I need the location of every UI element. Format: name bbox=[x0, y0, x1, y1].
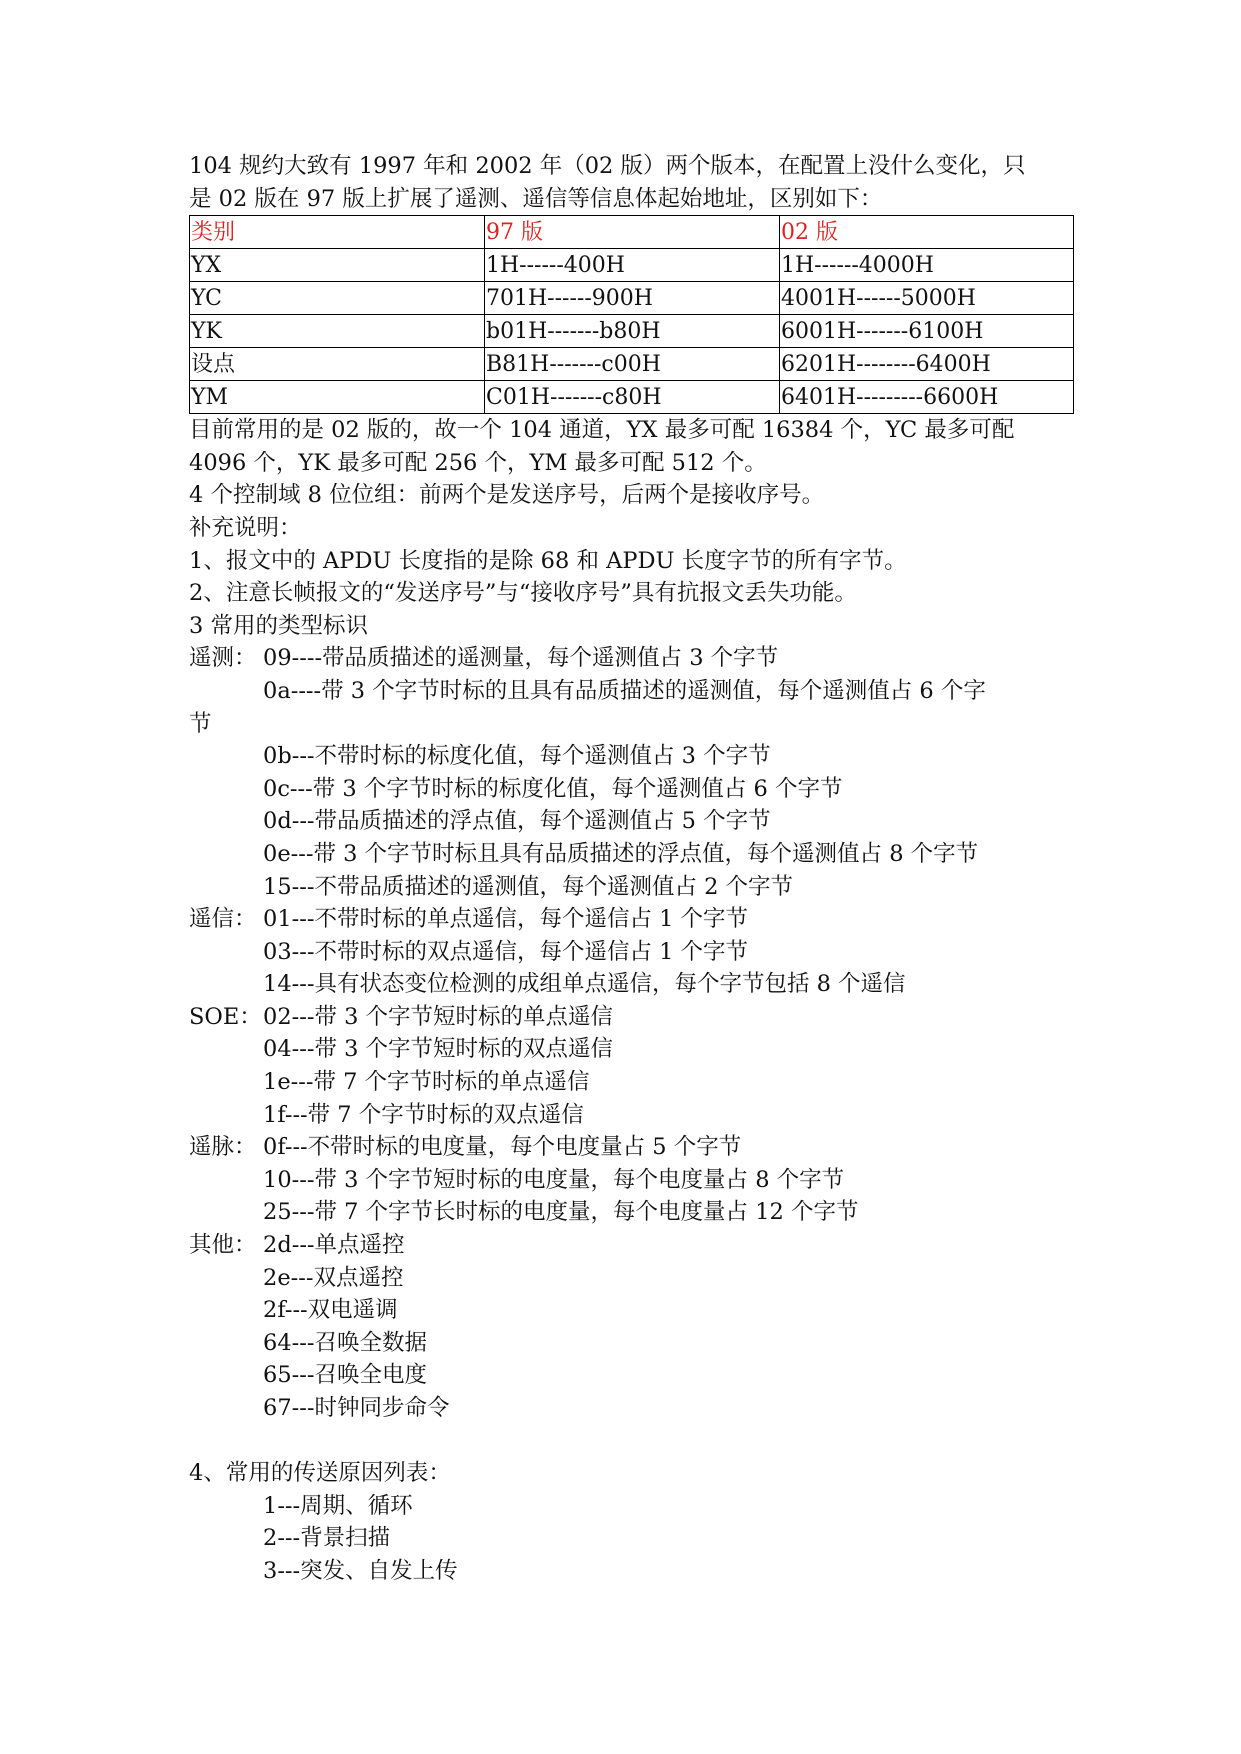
note-line: 4 个控制域 8 位位组：前两个是发送序号，后两个是接收序号。 bbox=[189, 482, 825, 509]
type-id-line bbox=[189, 1262, 1069, 1295]
type-id-text: 25---带 7 个字节长时标的电度量，每个电度量占 12 个字节 bbox=[263, 1199, 859, 1226]
header-02: 02 版 bbox=[780, 216, 1074, 249]
type-id-category: 遥测： bbox=[189, 645, 257, 672]
type-id-line bbox=[189, 903, 1069, 936]
table-cell: C01H-------c80H bbox=[485, 381, 780, 414]
type-id-text: 0b---不带时标的标度化值，每个遥测值占 3 个字节 bbox=[263, 743, 771, 770]
address-range-table bbox=[189, 215, 1074, 414]
type-id-list bbox=[189, 642, 1069, 1424]
note-line: 2、注意长帧报文的“发送序号”与“接收序号”具有抗报文丢失功能。 bbox=[189, 580, 857, 607]
table-cell: 6001H-------6100H bbox=[780, 315, 1074, 348]
type-id-text: 09----带品质描述的遥测量，每个遥测值占 3 个字节 bbox=[263, 645, 779, 672]
type-id-text: 节 bbox=[189, 710, 212, 737]
table-cell: YM bbox=[190, 381, 485, 414]
table-cell: 4001H------5000H bbox=[780, 282, 1074, 315]
type-id-line bbox=[189, 1229, 1069, 1262]
type-id-line bbox=[189, 838, 1069, 871]
table-cell: b01H-------b80H bbox=[485, 315, 780, 348]
table-cell: YK bbox=[190, 315, 485, 348]
table-cell: 设点 bbox=[190, 348, 485, 381]
type-id-line bbox=[189, 708, 1069, 741]
table-row bbox=[190, 249, 1074, 282]
note-line: 4096 个，YK 最多可配 256 个，YM 最多可配 512 个。 bbox=[189, 449, 767, 476]
header-category: 类别 bbox=[190, 216, 485, 249]
type-id-line bbox=[189, 1196, 1069, 1229]
type-id-text: 03---不带时标的双点遥信，每个遥信占 1 个字节 bbox=[263, 938, 749, 965]
note-line: 1、报文中的 APDU 长度指的是除 68 和 APDU 长度字节的所有字节。 bbox=[189, 547, 907, 574]
type-id-text: 15---不带品质描述的遥测值，每个遥测值占 2 个字节 bbox=[263, 873, 794, 900]
table-row bbox=[190, 315, 1074, 348]
type-id-line bbox=[189, 1131, 1069, 1164]
type-id-line bbox=[189, 805, 1069, 838]
causes-title: 4、常用的传送原因列表： bbox=[189, 1460, 451, 1487]
type-id-line bbox=[189, 1033, 1069, 1066]
type-id-line bbox=[189, 1001, 1069, 1034]
spacer bbox=[189, 1425, 1069, 1458]
type-id-text: 0c---带 3 个字节时标的标度化值，每个遥测值占 6 个字节 bbox=[263, 775, 843, 802]
type-id-text: 2d---单点遥控 bbox=[263, 1232, 405, 1259]
header-97: 97 版 bbox=[485, 216, 780, 249]
note-line: 补充说明： bbox=[189, 514, 302, 541]
type-id-category: 其他： bbox=[189, 1232, 257, 1259]
type-id-text: 1e---带 7 个字节时标的单点遥信 bbox=[263, 1069, 590, 1096]
table-cell: 701H------900H bbox=[485, 282, 780, 315]
type-id-text: 01---不带时标的单点遥信，每个遥信占 1 个字节 bbox=[263, 906, 749, 933]
type-id-text: 67---时钟同步命令 bbox=[263, 1395, 450, 1421]
type-id-text: 02---带 3 个字节短时标的单点遥信 bbox=[263, 1003, 614, 1030]
type-id-text: 0a----带 3 个字节时标的且具有品质描述的遥测值，每个遥测值占 6 个字 bbox=[263, 677, 986, 704]
type-id-text: 0d---带品质描述的浮点值，每个遥测值占 5 个字节 bbox=[263, 808, 771, 835]
document-body bbox=[189, 150, 1069, 1588]
type-id-line bbox=[189, 1327, 1069, 1360]
type-id-line bbox=[189, 773, 1069, 806]
type-id-line bbox=[189, 740, 1069, 773]
type-id-line bbox=[189, 1392, 1069, 1425]
type-id-line bbox=[189, 871, 1069, 904]
table-cell: 1H------400H bbox=[485, 249, 780, 282]
type-id-text: 64---召唤全数据 bbox=[263, 1329, 427, 1356]
table-row bbox=[190, 381, 1074, 414]
table-cell: YX bbox=[190, 249, 485, 282]
type-id-line bbox=[189, 1359, 1069, 1392]
type-id-line bbox=[189, 936, 1069, 969]
table-row bbox=[190, 282, 1074, 315]
table-cell: 6401H---------6600H bbox=[780, 381, 1074, 414]
type-id-text: 14---具有状态变位检测的成组单点遥信，每个字节包括 8 个遥信 bbox=[263, 971, 906, 998]
type-id-line bbox=[189, 675, 1069, 708]
table-row bbox=[190, 348, 1074, 381]
type-id-text: 2f---双电遥调 bbox=[263, 1297, 398, 1324]
type-id-text: 65---召唤全电度 bbox=[263, 1362, 427, 1389]
cause-item: 3---突发、自发上传 bbox=[263, 1557, 458, 1584]
cause-item: 2---背景扫描 bbox=[263, 1525, 391, 1552]
intro-line-1: 104 规约大致有 1997 年和 2002 年（02 版）两个版本，在配置上没什么变化，只 bbox=[189, 153, 1026, 179]
type-id-text: 0e---带 3 个字节时标且具有品质描述的浮点值，每个遥测值占 8 个字节 bbox=[263, 840, 979, 867]
table-cell: YC bbox=[190, 282, 485, 315]
type-id-text: 04---带 3 个字节短时标的双点遥信 bbox=[263, 1036, 614, 1063]
type-id-line bbox=[189, 1294, 1069, 1327]
cause-item: 1---周期、循环 bbox=[263, 1492, 413, 1519]
type-id-line bbox=[189, 1099, 1069, 1132]
type-id-category: 遥信： bbox=[189, 906, 257, 933]
type-id-text: 10---带 3 个字节短时标的电度量，每个电度量占 8 个字节 bbox=[263, 1166, 845, 1193]
note-line: 目前常用的是 02 版的，故一个 104 通道，YX 最多可配 16384 个，YC 最多可配 bbox=[189, 417, 1015, 444]
type-id-category: SOE： bbox=[189, 1003, 262, 1030]
type-id-line bbox=[189, 1066, 1069, 1099]
type-id-line bbox=[189, 1164, 1069, 1197]
note-line: 3 常用的类型标识 bbox=[189, 612, 368, 639]
type-id-line bbox=[189, 642, 1069, 675]
table-cell: 6201H--------6400H bbox=[780, 348, 1074, 381]
type-id-text: 2e---双点遥控 bbox=[263, 1264, 404, 1291]
type-id-text: 0f---不带时标的电度量，每个电度量占 5 个字节 bbox=[263, 1134, 742, 1161]
table-cell: B81H-------c00H bbox=[485, 348, 780, 381]
type-id-text: 1f---带 7 个字节时标的双点遥信 bbox=[263, 1101, 584, 1128]
table-header-row bbox=[190, 216, 1074, 249]
intro-line-2: 是 02 版在 97 版上扩展了遥测、遥信等信息体起始地址，区别如下： bbox=[189, 185, 883, 212]
table-cell: 1H------4000H bbox=[780, 249, 1074, 282]
type-id-category: 遥脉： bbox=[189, 1134, 257, 1161]
type-id-line bbox=[189, 968, 1069, 1001]
